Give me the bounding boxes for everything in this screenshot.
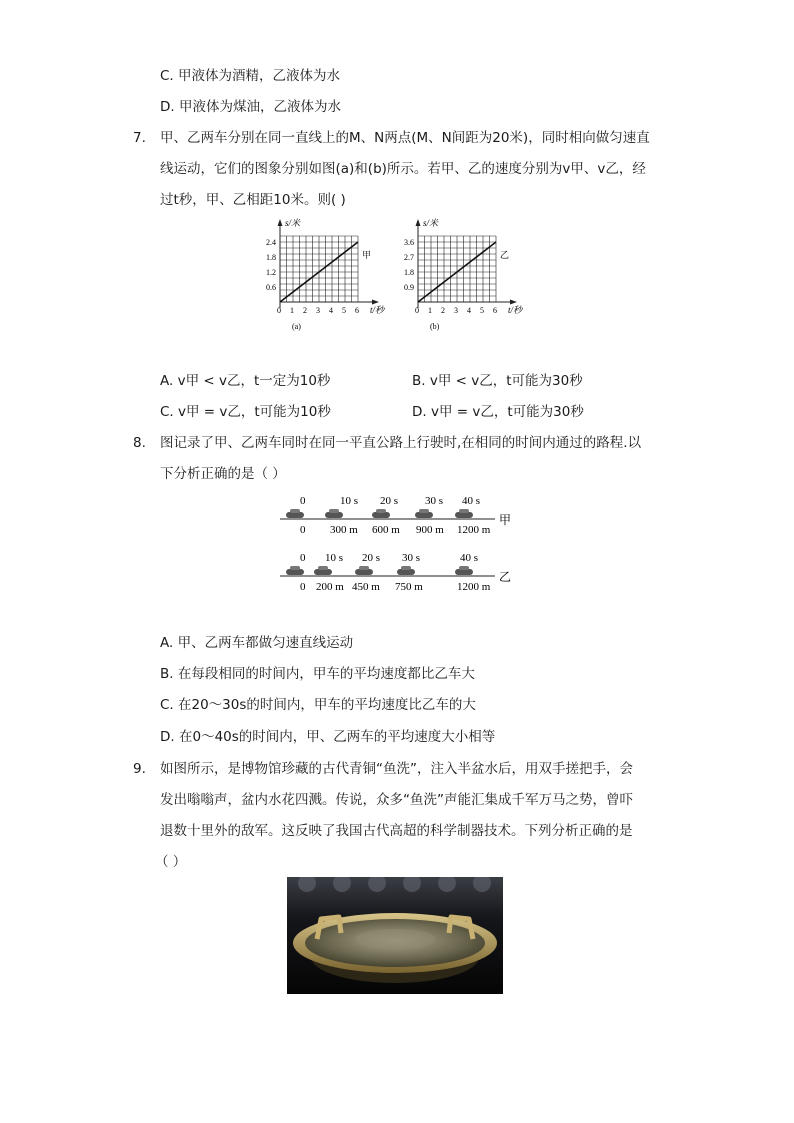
jia-car-icon: [325, 509, 343, 518]
q9-number: 9.: [133, 761, 146, 777]
q7-option-c: C. v甲 = v乙，t可能为10秒: [160, 404, 331, 420]
graph-b-caption: (b): [430, 322, 440, 331]
graph-a-xtick: 6: [355, 306, 359, 315]
q9-stem-line1: 如图所示，是博物馆珍藏的古代青铜“鱼洗”，注入半盆水后，用双手搓把手，会: [160, 761, 633, 777]
q7-option-d: D. v甲 = v乙，t可能为30秒: [412, 404, 584, 420]
graph-a-ylabel: s/米: [285, 218, 301, 228]
yi-time: 10 s: [325, 552, 344, 564]
graph-b-series-label: 乙: [500, 250, 510, 260]
jia-car-icon: [286, 509, 304, 518]
yi-car-icon: [314, 566, 332, 575]
graph-b-x-arrow: [510, 300, 517, 305]
graph-b-ylabel: s/米: [423, 218, 439, 228]
q9-stem-line3: 退数十里外的敌军。这反映了我国古代高超的科学制器技术。下列分析正确的是: [160, 823, 633, 839]
jia-time: 40 s: [462, 495, 481, 507]
graph-b-y-arrow: [416, 219, 421, 226]
yi-time: 30 s: [402, 552, 421, 564]
jia-time: 20 s: [380, 495, 399, 507]
graph-b-ytick: 2.7: [404, 253, 414, 262]
graph-b-xtick: 1: [428, 306, 432, 315]
q8-diagram: [270, 488, 520, 598]
graph-a-xlabel: t/秒: [370, 305, 385, 315]
q7-option-b: B. v甲 < v乙，t可能为30秒: [412, 373, 583, 389]
q8-option-b: B. 在每段相同的时间内，甲车的平均速度都比乙车大: [160, 666, 475, 682]
q8-option-c: C. 在20～30s的时间内，甲车的平均速度比乙车的大: [160, 697, 476, 713]
q8-stem-line1: 图记录了甲、乙两车同时在同一平直公路上行驶时,在相同的时间内通过的路程.以: [160, 435, 642, 451]
q9-stem-line2: 发出嗡嗡声，盆内水花四溅。传说，众多“鱼洗”声能汇集成千军万马之势，曾吓: [160, 792, 633, 808]
graph-a-xtick: 3: [316, 306, 320, 315]
jia-time: 30 s: [425, 495, 444, 507]
graph-b-ytick: 1.8: [404, 268, 414, 277]
q7-stem-line3: 过t秒，甲、乙相距10米。则( ): [160, 192, 346, 208]
graph-a-caption: (a): [292, 322, 301, 331]
graph-a-ytick: 1.8: [266, 253, 276, 262]
yi-car-icon: [355, 566, 373, 575]
prev-option-d: D. 甲液体为煤油，乙液体为水: [160, 99, 341, 115]
jia-distance: 0: [300, 524, 306, 536]
q7-option-a: A. v甲 < v乙，t一定为10秒: [160, 373, 331, 389]
q9-stem-line4: （ ）: [155, 854, 187, 870]
q7-number: 7.: [133, 130, 146, 146]
prev-option-c: C. 甲液体为酒精，乙液体为水: [160, 68, 341, 84]
graph-a-xtick: 5: [342, 306, 346, 315]
graph-b-xtick: 3: [454, 306, 458, 315]
graph-b-xlabel: t/秒: [508, 305, 523, 315]
yi-label: 乙: [499, 570, 512, 584]
q7-stem-line2: 线运动，它们的图象分别如图(a)和(b)所示。若甲、乙的速度分别为v甲、v乙，经: [160, 161, 646, 177]
jia-car-icon: [455, 509, 473, 518]
graph-a-xtick: 1: [290, 306, 294, 315]
jia-distance: 900 m: [416, 524, 444, 536]
graph-b-ytick: 0.9: [404, 283, 414, 292]
q8-number: 8.: [133, 435, 146, 451]
yi-distance: 200 m: [316, 581, 344, 593]
q7-stem-line1: 甲、乙两车分别在同一直线上的M、N两点(M、N间距为20米)，同时相向做匀速直: [160, 130, 650, 146]
yi-car-icon: [397, 566, 415, 575]
yi-distance: 450 m: [352, 581, 380, 593]
graph-a-ytick: 0.6: [266, 283, 276, 292]
graph-a-xtick: 2: [303, 306, 307, 315]
jia-distance: 600 m: [372, 524, 400, 536]
graph-a-y-arrow: [278, 219, 283, 226]
yuxi-bronze-basin-photo: [287, 877, 503, 994]
graph-a-ytick: 1.2: [266, 268, 276, 277]
q8-option-d: D. 在0～40s的时间内，甲、乙两车的平均速度大小相等: [160, 729, 496, 745]
yi-time: 40 s: [460, 552, 479, 564]
jia-time: 10 s: [340, 495, 359, 507]
jia-car-icon: [372, 509, 390, 518]
jia-distance: 1200 m: [457, 524, 491, 536]
graph-b-xtick: 0: [415, 306, 419, 315]
jia-time: 0: [300, 495, 306, 507]
graph-a-series-label: 甲: [362, 250, 372, 260]
graph-b-xtick: 6: [493, 306, 497, 315]
graph-b-xtick: 5: [480, 306, 484, 315]
yi-car-icon: [286, 566, 304, 575]
q8-option-a: A. 甲、乙两车都做匀速直线运动: [160, 635, 354, 651]
graph-b-xtick: 4: [467, 306, 471, 315]
graph-a-ytick: 2.4: [266, 238, 276, 247]
yi-car-icon: [455, 566, 473, 575]
graph-a-xtick: 0: [277, 306, 281, 315]
yi-distance: 750 m: [395, 581, 423, 593]
q7-graph-a: [258, 216, 398, 334]
yi-distance: 0: [300, 581, 306, 593]
q7-graph-b: [396, 216, 536, 334]
jia-car-icon: [415, 509, 433, 518]
yi-distance: 1200 m: [457, 581, 491, 593]
jia-label: 甲: [499, 513, 512, 527]
q8-stem-line2: 下分析正确的是（ ）: [160, 466, 286, 482]
yi-time: 20 s: [362, 552, 381, 564]
graph-b-xtick: 2: [441, 306, 445, 315]
graph-a-x-arrow: [372, 300, 379, 305]
graph-b-ytick: 3.6: [404, 238, 414, 247]
yi-time: 0: [300, 552, 306, 564]
graph-a-xtick: 4: [329, 306, 333, 315]
jia-distance: 300 m: [330, 524, 358, 536]
